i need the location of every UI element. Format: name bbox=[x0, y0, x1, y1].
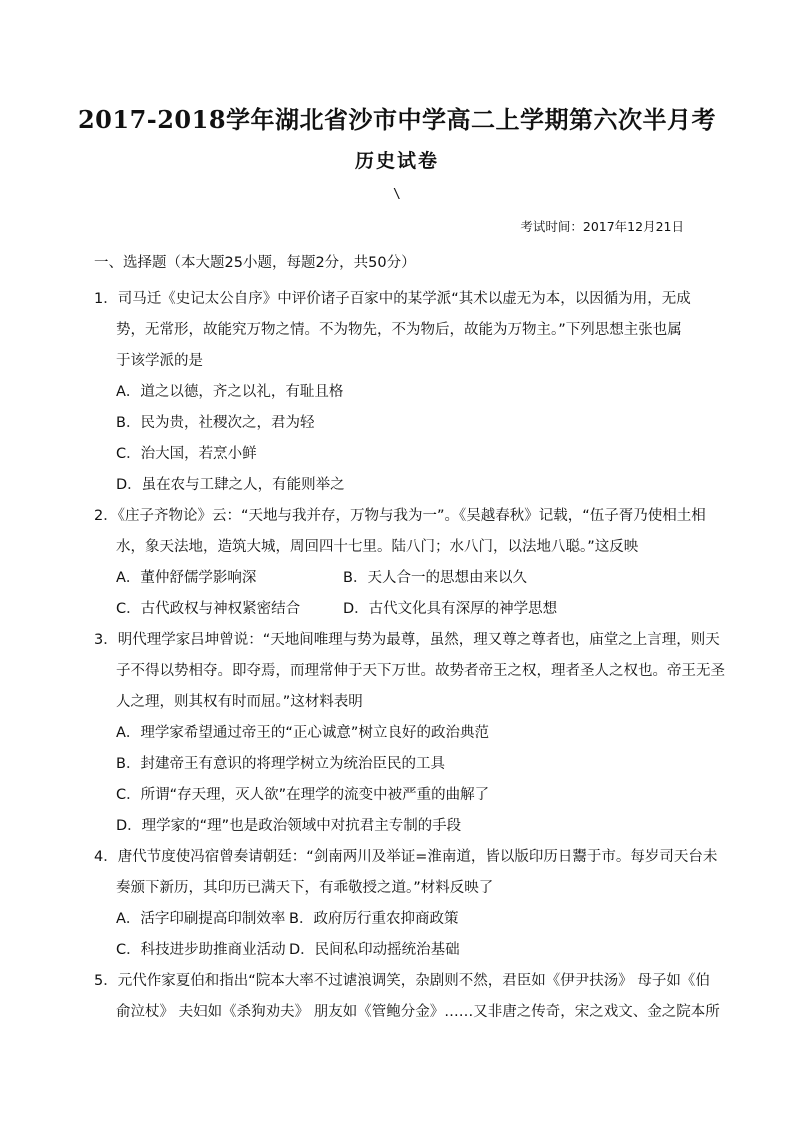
stray-mark: \ bbox=[393, 187, 401, 202]
question-3-option-b: B．封建帝王有意识的将理学树立为统治臣民的工具 bbox=[116, 756, 445, 772]
question-3-line-3: 人之理，则其权有时而屈。”这材料表明 bbox=[116, 694, 363, 710]
question-2-option-a: A．董仲舒儒学影响深 bbox=[116, 570, 257, 586]
question-4-option-a: A．活字印刷提高印制效率 bbox=[116, 911, 286, 927]
section-title: 一、选择题（本大题25小题，每题2分，共50分） bbox=[94, 255, 416, 271]
question-1-option-b: B．民为贵，社稷次之，君为轻 bbox=[116, 415, 315, 431]
exam-time: 考试时间：2017年12月21日 bbox=[520, 219, 684, 234]
question-5-line-2: 俞泣杖》 夫妇如《杀狗劝夫》 朋友如《管鲍分金》……又非唐之传奇，宋之戏文、金之院本所 bbox=[116, 1004, 720, 1020]
question-1-option-c: C．治大国，若烹小鲜 bbox=[116, 446, 257, 462]
question-2-option-b: B．天人合一的思想由来以久 bbox=[343, 570, 527, 586]
page-subtitle: 历史试卷 bbox=[354, 150, 439, 172]
question-3-option-c: C．所谓“存天理，灭人欲”在理学的流变中被严重的曲解了 bbox=[116, 787, 490, 803]
question-3-line-2: 子不得以势相夺。即夺焉，而理常伸于天下万世。故势者帝王之权，理者圣人之权也。帝王无圣 bbox=[116, 663, 725, 679]
question-4-option-b: B．政府厉行重农抑商政策 bbox=[289, 911, 459, 927]
question-4-option-d: D．民间私印动摇统治基础 bbox=[289, 942, 460, 958]
question-4-line-1: 4．唐代节度使冯宿曾奏请朝廷：“剑南两川及举证=淮南道，皆以版印历日鬻于市。每岁司天台未 bbox=[94, 849, 718, 865]
question-2-option-c: C．古代政权与神权紧密结合 bbox=[116, 601, 301, 617]
question-5-line-1: 5．元代作家夏伯和指出“院本大率不过谑浪调笑，杂剧则不然，君臣如《伊尹扶汤》 母子如《伯 bbox=[94, 973, 710, 989]
question-1-line-3: 于该学派的是 bbox=[116, 353, 203, 369]
question-1-option-d: D．虽在农与工肆之人，有能则举之 bbox=[116, 477, 345, 493]
question-1-option-a: A．道之以德，齐之以礼，有耻且格 bbox=[116, 384, 344, 400]
question-3-option-d: D．理学家的“理”也是政治领域中对抗君主专制的手段 bbox=[116, 818, 462, 834]
question-3-line-1: 3．明代理学家吕坤曾说：“天地间唯理与势为最尊，虽然，理又尊之尊者也，庙堂之上言理，则天 bbox=[94, 632, 720, 648]
question-3-option-a: A．理学家希望通过帝王的“正心诚意”树立良好的政治典范 bbox=[116, 725, 489, 741]
question-4-option-c: C．科技进步助推商业活动 bbox=[116, 942, 286, 958]
question-2-option-d: D．古代文化具有深厚的神学思想 bbox=[343, 601, 558, 617]
question-4-line-2: 奏颁下新历，其印历已满天下，有乖敬授之道。”材料反映了 bbox=[116, 880, 494, 896]
question-1-line-1: 1．司马迁《史记太公自序》中评价诸子百家中的某学派“其术以虚无为本，以因循为用，无成 bbox=[94, 291, 691, 307]
question-2-line-1: 2．《庄子齐物论》云：“天地与我并存，万物与我为一”。《吴越春秋》记载，“伍子胥乃使相土相 bbox=[94, 508, 706, 524]
question-1-line-2: 势，无常形，故能究万物之情。不为物先，不为物后，故能为万物主。”下列思想主张也属 bbox=[116, 322, 682, 338]
page-title: 2017-2018学年湖北省沙市中学高二上学期第六次半月考 bbox=[77, 105, 717, 134]
question-2-line-2: 水，象天法地，造筑大城，周回四十七里。陆八门；水八门，以法地八聪。”这反映 bbox=[116, 539, 639, 555]
